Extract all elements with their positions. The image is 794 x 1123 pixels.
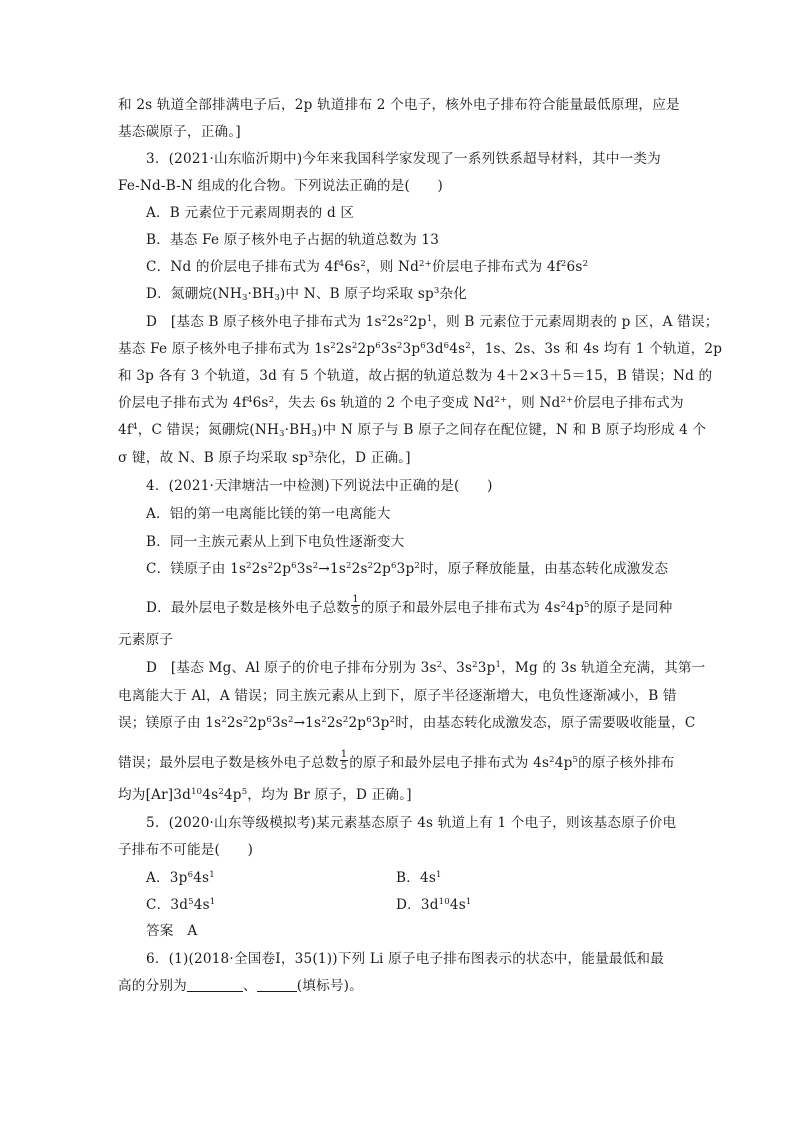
- q3-answer-line: 价层电子排布式为 $4f^46s^2$，失去 6s 轨道的 2 个电子变成 $Nd^{2+}$，则 $Nd^{2+}$价层电子排布式为: [118, 395, 684, 411]
- q5-options-row-1: [146, 869, 706, 887]
- q3-option-b: B．基态 Fe 原子核外电子占据的轨道总数为 13: [146, 232, 440, 248]
- q3-option-d: D．氮硼烷$(NH_3\cdot BH_3)$中 N、B 原子均采取 $sp^3$杂化: [146, 286, 468, 303]
- q4-answer-line: 错误；最外层电子数是核外电子总数 $\frac{1}{5}$ 的原子和最外层电子排布式为 $4s^24p^5$的原子核外排布: [118, 749, 675, 772]
- q4-answer-line: 均为$[Ar]3d^{10}4s^24p^5$，均为 Br 原子，D 正确。]: [118, 787, 412, 803]
- answer-blank-2[interactable]: [257, 979, 297, 992]
- q5-option-c: C．$3d^54s^1$: [146, 897, 216, 913]
- q5-options-row-2: [146, 896, 706, 914]
- text-line: 和 2s 轨道全部排满电子后，2p 轨道排布 2 个电子，核外电子排布符合能量最低原理，应是: [118, 97, 680, 113]
- q3-answer-line: σ 键，故 N、B 原子均采取 $sp^3$杂化，D 正确。]: [118, 450, 411, 466]
- q4-option-b: B．同一主族元素从上到下电负性逐渐变大: [146, 534, 405, 550]
- q5-option-b: B．$4s^1$: [396, 870, 442, 886]
- fraction-one-fifth: $\frac{1}{5}$: [340, 749, 348, 772]
- answer-blank-1[interactable]: [187, 979, 243, 992]
- q4-answer: D [基态 Mg、Al 原子的价电子排布分别为 $3s^2$、$3s^23p^1$，Mg 的 3s 轨道全充满，其第一: [146, 660, 706, 676]
- question-6-stem: 6．(1)(2018·全国卷Ⅰ，35(1))下列 Li 原子电子排布图表示的状态中，能量最低和最: [146, 951, 664, 967]
- q4-option-d: D．最外层电子数是核外电子总数 $\frac{1}{5}$ 的原子和最外层电子排布式为 $4s^24p^5$的原子是同种: [146, 594, 673, 617]
- q5-option-a: A．$3p^64s^1$: [146, 870, 215, 886]
- q3-answer-line: $4f^4$，C 错误；氮硼烷$(NH_3\cdot BH_3)$中 N 原子与 B 原子之间存在配位键，N 和 B 原子均形成 4 个: [118, 422, 707, 439]
- q3-option-c: C．Nd 的价层电子排布式为 $4f^46s^2$，则 $Nd^{2+}$价层电子排布式为 $4f^26s^2$: [146, 259, 589, 275]
- question-6-stem-cont: 高的分别为 、 (填标号)。: [118, 978, 363, 994]
- question-3-stem-cont: Fe-Nd-B-N 组成的化合物。下列说法正确的是( ): [118, 178, 444, 194]
- q3-answer: D [基态 B 原子核外电子排布式为 $1s^22s^22p^1$，则 B 元素位于元素周期表的 p 区，A 错误；: [146, 314, 719, 330]
- q3-answer-line: 和 3p 各有 3 个轨道，3d 有 5 个轨道，故占据的轨道总数为 4＋2×3＋5＝15，B 错误；Nd 的: [118, 368, 713, 384]
- q3-answer-line: 基态 Fe 原子核外电子排布式为 $1s^22s^22p^63s^23p^63d^64s^2$，1s、2s、3s 和 4s 均有 1 个轨道，2p: [118, 341, 723, 357]
- q4-option-c: C．镁原子由 $1s^22s^22p^63s^2\to 1s^22s^22p^63p^2$时，原子释放能量，由基态转化成激发态: [146, 561, 669, 577]
- question-5-stem: 5．(2020·山东等级模拟考)某元素基态原子 4s 轨道上有 1 个电子，则该基态原子价电: [146, 815, 677, 831]
- q5-answer: 答案 A: [146, 923, 198, 939]
- question-5-stem-cont: 子排布不可能是( ): [118, 842, 254, 858]
- question-3-stem: 3．(2021·山东临沂期中)今年来我国科学家发现了一系列铁系超导材料，其中一类为: [146, 151, 661, 167]
- q4-option-d-cont: 元素原子: [118, 632, 174, 648]
- q4-option-a: A．铝的第一电离能比镁的第一电离能大: [146, 506, 391, 522]
- q4-answer-line: 电离能大于 Al，A 错误；同主族元素从上到下，原子半径逐渐增大，电负性逐渐减小，B 错: [118, 688, 677, 704]
- q4-answer-line: 误；镁原子由 $1s^22s^22p^63s^2\to 1s^22s^22p^63p^2$时，由基态转化成激发态，原子需要吸收能量，C: [118, 715, 696, 731]
- question-4-stem: 4．(2021·天津塘沽一中检测)下列说法中正确的是( ): [146, 478, 493, 494]
- fraction-one-fifth: $\frac{1}{5}$: [352, 594, 359, 617]
- q3-option-a: A．B 元素位于元素周期表的 d 区: [146, 205, 355, 221]
- text-line: 基态碳原子，正确。]: [118, 124, 241, 140]
- q5-option-d: D．$3d^{10}4s^1$: [396, 897, 472, 913]
